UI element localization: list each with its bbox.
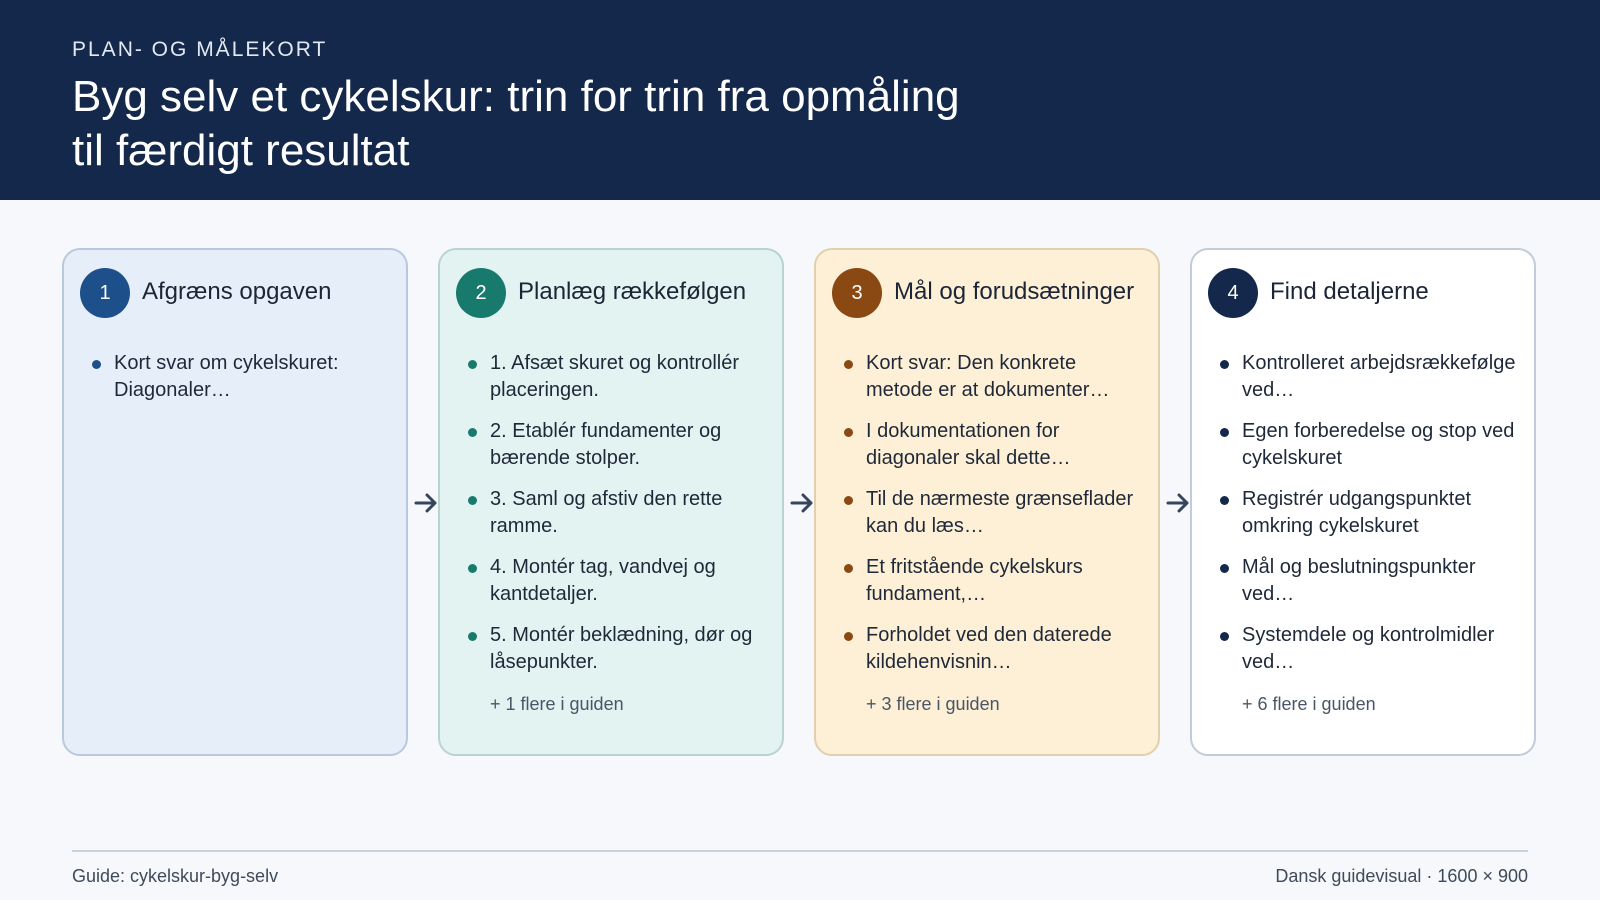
list-item [466,622,766,676]
step-title: Planlæg rækkefølgen [518,278,747,305]
list-item [466,350,766,404]
list-item-text: Registrér udgangspunktet omkring cykelskuret [1242,488,1472,537]
list-item [1218,486,1518,540]
list-item-text: Mål og beslutningspunkter ved… [1242,556,1476,605]
step-card-1 [62,248,408,756]
step-bullet-list [842,350,1142,690]
flow-arrow-icon [789,490,815,516]
list-item [466,554,766,608]
bullet-dot-icon [468,428,477,437]
step-card-3 [814,248,1160,756]
footer-divider [72,850,1528,852]
step-title: Afgræns opgaven [142,278,332,305]
list-item-text: 5. Montér beklædning, dør og låsepunkter. [490,624,753,673]
step-bullet-list [90,350,390,418]
list-item [842,622,1142,676]
bullet-dot-icon [1220,428,1229,437]
list-item-text: Kontrolleret arbejdsrækkefølge ved… [1242,352,1516,401]
bullet-dot-icon [92,360,101,369]
bullet-dot-icon [468,632,477,641]
bullet-dot-icon [468,360,477,369]
bullet-dot-icon [468,564,477,573]
footer-source: Guide: cykelskur-byg-selv [72,866,279,886]
list-item [842,418,1142,472]
page-title-line-1: Byg selv et cykelskur: trin for trin fra opmåling [72,72,960,121]
header-banner [0,0,1600,200]
list-item-text: Systemdele og kontrolmidler ved… [1242,624,1495,673]
more-in-guide-link[interactable]: + 6 flere i guiden [1242,694,1376,714]
list-item [1218,622,1518,676]
list-item [90,350,390,404]
eyebrow-label: PLAN- OG MÅLEKORT [72,38,328,61]
bullet-dot-icon [1220,564,1229,573]
list-item [842,486,1142,540]
page-title-line-2: til færdigt resultat [72,126,410,175]
list-item-text: Til de nærmeste grænseflader kan du læs… [866,488,1134,537]
step-number-badge: 2 [456,268,506,318]
list-item-text: Kort svar om cykelskuret: Diagonaler… [114,352,339,401]
bullet-dot-icon [468,496,477,505]
list-item-text: 4. Montér tag, vandvej og kantdetaljer. [490,556,716,605]
step-bullet-list [466,350,766,690]
flow-arrow-icon [413,490,439,516]
list-item-text: 2. Etablér fundamenter og bærende stolper. [490,420,722,469]
list-item-text: Egen forberedelse og stop ved cykelskuret [1242,420,1515,469]
bullet-dot-icon [844,496,853,505]
page-title [72,70,1072,178]
step-title: Find detaljerne [1270,278,1429,305]
bullet-dot-icon [1220,632,1229,641]
step-number-badge: 4 [1208,268,1258,318]
list-item [466,486,766,540]
more-in-guide-link[interactable]: + 1 flere i guiden [490,694,624,714]
list-item [842,350,1142,404]
list-item-text: Kort svar: Den konkrete metode er at dokumenter… [866,352,1110,401]
list-item [842,554,1142,608]
step-card-4 [1190,248,1536,756]
bullet-dot-icon [844,564,853,573]
bullet-dot-icon [1220,496,1229,505]
bullet-dot-icon [1220,360,1229,369]
list-item-text: I dokumentationen for diagonaler skal dette… [866,420,1071,469]
bullet-dot-icon [844,360,853,369]
step-card-2 [438,248,784,756]
step-title: Mål og forudsætninger [894,278,1135,305]
list-item [1218,350,1518,404]
more-in-guide-link[interactable]: + 3 flere i guiden [866,694,1000,714]
list-item-text: Et fritstående cykelskurs fundament,… [866,556,1083,605]
step-bullet-list [1218,350,1518,690]
flow-arrow-icon [1165,490,1191,516]
list-item [1218,554,1518,608]
bullet-dot-icon [844,428,853,437]
step-number-badge: 3 [832,268,882,318]
bullet-dot-icon [844,632,853,641]
list-item-text: 1. Afsæt skuret og kontrollér placeringen. [490,352,740,401]
list-item [1218,418,1518,472]
list-item-text: Forholdet ved den daterede kildehenvisnin… [866,624,1112,673]
list-item [466,418,766,472]
footer-credit: Dansk guidevisual · 1600 × 900 [1275,866,1528,886]
step-number-badge: 1 [80,268,130,318]
list-item-text: 3. Saml og afstiv den rette ramme. [490,488,723,537]
